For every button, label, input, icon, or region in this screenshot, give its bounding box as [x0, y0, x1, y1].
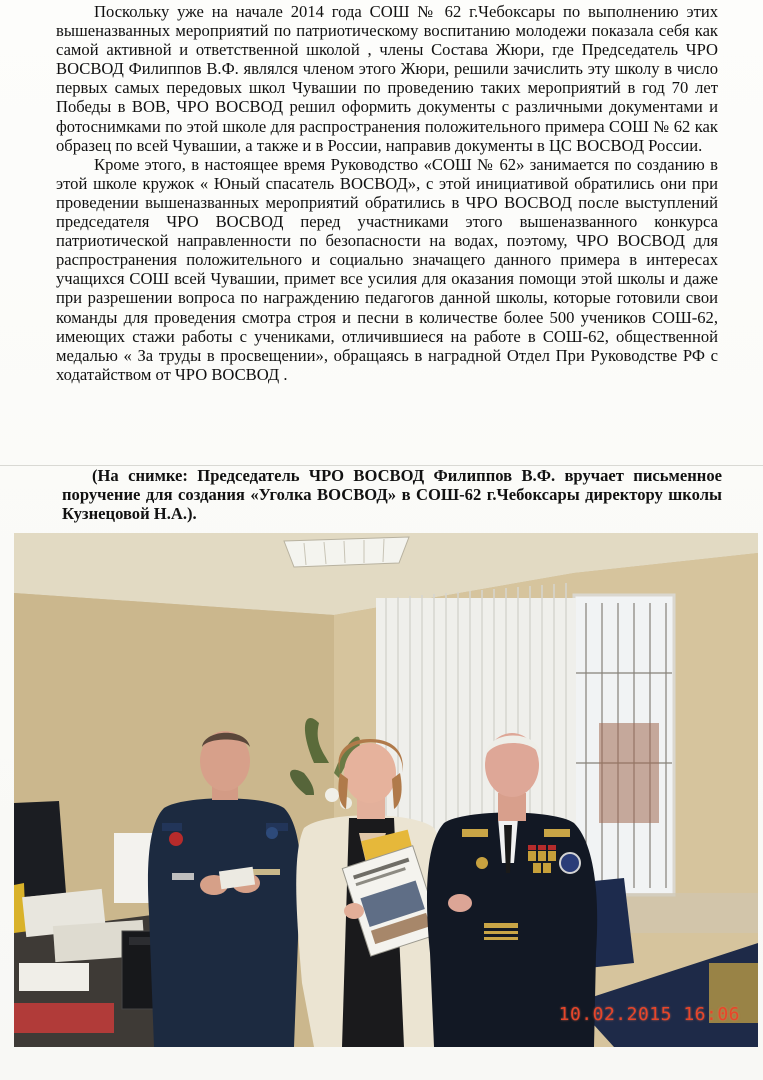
paragraph-1: Поскольку уже на начале 2014 года СОШ № 62 г.Чебоксары по выполнению этих вышеназванных мероприятий по патриотическому воспитанию молодежи показала себя как самой активной и ответственной школой , члены Состава Жюри, где Председатель ЧРО ВОСВОД Филиппов В.Ф. являлся членом этого Жюри, решили зачислить эту школу в число первых самых передовых школ Чувашии по проведению таких мероприятий в год 70 лет Победы в ВОВ, ЧРО ВОСВОД решил оформить документы с различными документами и фотоснимками по этой школе для распространения положительного примера СОШ № 62 как образец по всей Чувашии, а также и в России, направив документы в ЦС ВОСВОД России. — [56, 2, 718, 155]
photo-timestamp: 10.02.2015 16:06 — [558, 1004, 740, 1025]
photo-illustration — [14, 533, 758, 1047]
photo — [14, 533, 758, 1047]
paragraph-2: Кроме этого, в настоящее время Руководство «СОШ № 62» занимается по созданию в этой школе кружок « Юный спасатель ВОСВОД», с этой инициативой обратились они при проведении вышеназванных мероприятий обратились в ЧРО ВОСВОД после выступлений председателя ЧРО ВОСВОД перед участниками этого вышеназванного конкурса патриотической направленности по безопасности на водах, поэтому, ЧРО ВОСВОД для распространения положительного и социально значащего данного примера в интересах учащихся СОШ всей Чувашии, примет все усилия для оказания помощи этой школы и даже при разрешении вопроса по награждению педагогов данной школы, которые готовили свои команды для проведения смотра строя и песни в количестве более 500 учеников СОШ-62, имеющих стажи работы с учениками, отличившиеся на работе в СОШ-62, общественной медалью « За труды в просвещении», обращаясь в наградной Отдел При Руководстве РФ с ходатайством от ЧРО ВОСВОД . — [56, 154, 718, 384]
ceiling-light — [284, 537, 409, 567]
window-building — [599, 723, 659, 823]
photo-caption: (На снимке: Председатель ЧРО ВОСВОД Филиппов В.Ф. вручает письменное поручение для создания «Уголка ВОСВОД» в СОШ-62 г.Чебоксары директору школы Кузнецовой Н.А.). — [62, 466, 722, 524]
body-text — [56, 2, 718, 384]
